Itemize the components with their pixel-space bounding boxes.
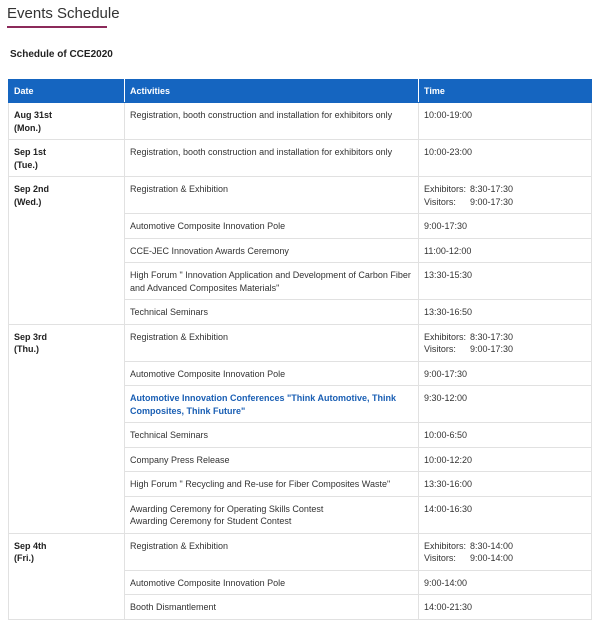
time-label: Exhibitors: — [424, 184, 467, 194]
activity-cell — [125, 300, 419, 325]
time-cell — [419, 238, 592, 263]
time-value: 9:00-17:30 — [424, 368, 468, 379]
time-value: 9:30-12:00 — [424, 393, 468, 403]
time-line — [424, 146, 586, 159]
activity-cell — [125, 140, 419, 177]
title-underline — [7, 26, 107, 28]
time-line — [424, 552, 586, 565]
date-cell — [9, 324, 125, 533]
date-cell — [9, 103, 125, 140]
weekday-label: (Mon.) — [14, 122, 41, 133]
activity-text: High Forum " Recycling and Re-use for Fiber Composites Waste" — [130, 479, 391, 489]
activity-text: Booth Dismantlement — [130, 602, 217, 612]
activity-cell — [125, 214, 419, 239]
time-line — [424, 109, 586, 122]
activity-cell — [125, 361, 419, 386]
time-value: 10:00-19:00 — [424, 110, 473, 120]
activity-cell — [125, 595, 419, 620]
time-value: 14:00-21:30 — [424, 602, 473, 612]
schedule-table — [8, 79, 592, 620]
time-value: 13:30-16:00 — [424, 479, 473, 489]
time-line — [424, 183, 586, 196]
time-line — [424, 331, 586, 344]
activity-cell — [125, 263, 419, 300]
time-cell — [419, 361, 592, 386]
activity-cell — [125, 177, 419, 214]
time-label: Visitors: — [424, 344, 456, 354]
time-value: 8:30-14:00 — [470, 540, 514, 551]
time-cell — [419, 324, 592, 361]
time-line — [424, 343, 586, 356]
weekday-label: (Wed.) — [14, 196, 42, 207]
date-label: Sep 3rd — [14, 331, 48, 342]
weekday-label: (Tue.) — [14, 159, 38, 170]
time-value: 10:00-6:50 — [424, 430, 468, 440]
schedule-body — [9, 103, 592, 620]
table-row — [9, 103, 592, 140]
time-line — [424, 220, 586, 233]
time-cell — [419, 214, 592, 239]
time-line — [424, 245, 586, 258]
time-value: 14:00-16:30 — [424, 503, 473, 514]
time-label: Visitors: — [424, 553, 456, 563]
activity-cell — [125, 496, 419, 533]
time-line — [424, 368, 586, 381]
time-line — [424, 306, 586, 319]
activity-text: Registration & Exhibition — [130, 184, 229, 194]
time-line — [424, 540, 586, 553]
activity-text: Automotive Composite Innovation Pole — [130, 368, 286, 379]
activity-cell — [125, 386, 419, 423]
table-row — [9, 324, 592, 361]
activity-text: Technical Seminars — [130, 307, 209, 317]
header-date: Date — [9, 80, 125, 103]
time-line — [424, 269, 586, 282]
activity-cell — [125, 324, 419, 361]
date-cell — [9, 140, 125, 177]
date-label: Sep 2nd — [14, 184, 50, 194]
activity-cell — [125, 533, 419, 570]
date-cell — [9, 177, 125, 325]
time-line — [424, 577, 586, 590]
time-cell — [419, 103, 592, 140]
activity-text: Awarding Ceremony for Student Contest — [130, 516, 292, 526]
date-label: Aug 31st — [14, 110, 53, 120]
time-label: Exhibitors: — [424, 540, 467, 551]
activity-text: Registration & Exhibition — [130, 331, 229, 342]
time-value: 11:00-12:00 — [424, 245, 472, 256]
schedule-subtitle: Schedule of CCE2020 — [10, 49, 113, 60]
time-cell — [419, 423, 592, 448]
weekday-label: (Fri.) — [14, 553, 34, 563]
time-line — [424, 196, 586, 209]
date-label: Sep 1st — [14, 147, 47, 157]
table-row — [9, 533, 592, 570]
time-value: 13:30-15:30 — [424, 270, 473, 280]
time-cell — [419, 533, 592, 570]
time-value: 9:00-17:30 — [470, 344, 514, 354]
time-value: 8:30-17:30 — [470, 331, 514, 342]
activity-text: Awarding Ceremony for Operating Skills Contest — [130, 503, 324, 514]
time-line — [424, 454, 586, 467]
weekday-label: (Thu.) — [14, 344, 39, 354]
activity-text: Registration, booth construction and installation for exhibitors only — [130, 110, 393, 120]
activity-cell — [125, 570, 419, 595]
activity-text: Technical Seminars — [130, 430, 209, 440]
time-line — [424, 601, 586, 614]
time-value: 9:00-17:30 — [470, 196, 514, 207]
activity-cell — [125, 472, 419, 497]
activity-cell — [125, 103, 419, 140]
time-value: 9:00-14:00 — [470, 553, 514, 563]
time-line — [424, 478, 586, 491]
time-line — [424, 429, 586, 442]
time-cell — [419, 570, 592, 595]
time-line — [424, 503, 586, 516]
activity-text: CCE-JEC Innovation Awards Ceremony — [130, 245, 289, 256]
activity-cell — [125, 447, 419, 472]
table-row — [9, 177, 592, 214]
activity-text: Registration & Exhibition — [130, 540, 229, 551]
time-label: Exhibitors: — [424, 331, 467, 342]
time-label: Visitors: — [424, 196, 456, 207]
time-cell — [419, 496, 592, 533]
time-value: 13:30-16:50 — [424, 307, 473, 317]
time-cell — [419, 386, 592, 423]
time-line — [424, 392, 586, 405]
time-cell — [419, 263, 592, 300]
activity-text: Registration, booth construction and installation for exhibitors only — [130, 147, 393, 157]
activity-cell — [125, 238, 419, 263]
activity-text: Automotive Composite Innovation Pole — [130, 221, 286, 231]
header-time: Time — [419, 80, 592, 103]
time-cell — [419, 472, 592, 497]
table-header-row — [9, 80, 592, 103]
time-value: 10:00-23:00 — [424, 147, 473, 157]
time-cell — [419, 177, 592, 214]
time-value: 8:30-17:30 — [470, 184, 514, 194]
activity-link[interactable]: Automotive Innovation Conferences "Think Automotive, Think Composites, Think Future" — [130, 393, 396, 416]
time-value: 10:00-12:20 — [424, 454, 473, 465]
time-value: 9:00-14:00 — [424, 577, 468, 588]
time-value: 9:00-17:30 — [424, 221, 468, 231]
activity-text: Automotive Composite Innovation Pole — [130, 577, 286, 588]
table-row — [9, 140, 592, 177]
activity-cell — [125, 423, 419, 448]
time-cell — [419, 447, 592, 472]
page-title: Events Schedule — [7, 5, 120, 22]
header-activities: Activities — [125, 80, 419, 103]
time-cell — [419, 140, 592, 177]
date-label: Sep 4th — [14, 540, 47, 551]
activity-text: Company Press Release — [130, 454, 230, 465]
activity-text: High Forum " Innovation Application and Development of Carbon Fiber and Advanced Composites Materials" — [130, 270, 411, 293]
date-cell — [9, 533, 125, 619]
time-cell — [419, 300, 592, 325]
time-cell — [419, 595, 592, 620]
